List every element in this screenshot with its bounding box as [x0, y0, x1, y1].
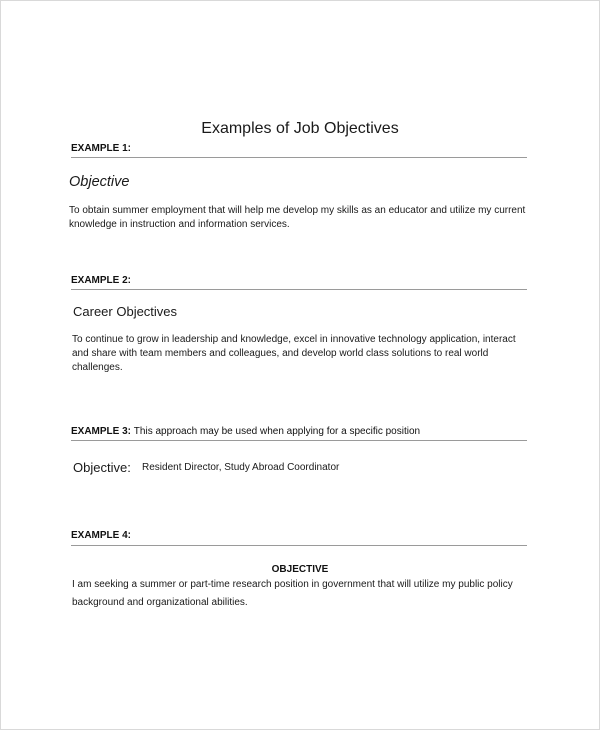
example-1-line-2: knowledge in instruction and information services.	[69, 219, 290, 230]
example-1-line-1: To obtain summer employment that will help me develop my skills as an educator and utilize my current	[69, 205, 526, 216]
example-4-divider	[71, 545, 527, 546]
example-2-line-2: and share with team members and colleagues, and develop world class solutions to real world	[72, 348, 489, 359]
example-3-note: This approach may be used when applying for a specific position	[133, 426, 421, 437]
document-title: Examples of Job Objectives	[201, 120, 399, 137]
example-3-divider	[71, 440, 527, 441]
example-1-heading: Objective	[69, 174, 130, 190]
example-2-line-3: challenges.	[72, 362, 123, 373]
example-4-heading: OBJECTIVE	[271, 564, 329, 575]
example-3-label	[71, 426, 420, 437]
example-2-line-1: To continue to grow in leadership and knowledge, excel in innovative technology application, interact	[72, 334, 516, 345]
example-3-label-text: EXAMPLE 3:	[71, 426, 132, 437]
example-2-heading: Career Objectives	[73, 304, 178, 319]
example-4-label: EXAMPLE 4:	[71, 530, 132, 541]
example-2-label: EXAMPLE 2:	[71, 275, 132, 286]
example-4-line-1: I am seeking a summer or part-time research position in government that will utilize my public policy	[72, 579, 513, 590]
example-1-divider	[71, 157, 527, 158]
example-4-line-2: background and organizational abilities.	[72, 597, 248, 608]
example-3-objective-value: Resident Director, Study Abroad Coordinator	[142, 462, 340, 473]
example-3-objective-key: Objective:	[73, 460, 131, 475]
example-1-label: EXAMPLE 1:	[71, 143, 132, 154]
example-2-divider	[71, 289, 527, 290]
